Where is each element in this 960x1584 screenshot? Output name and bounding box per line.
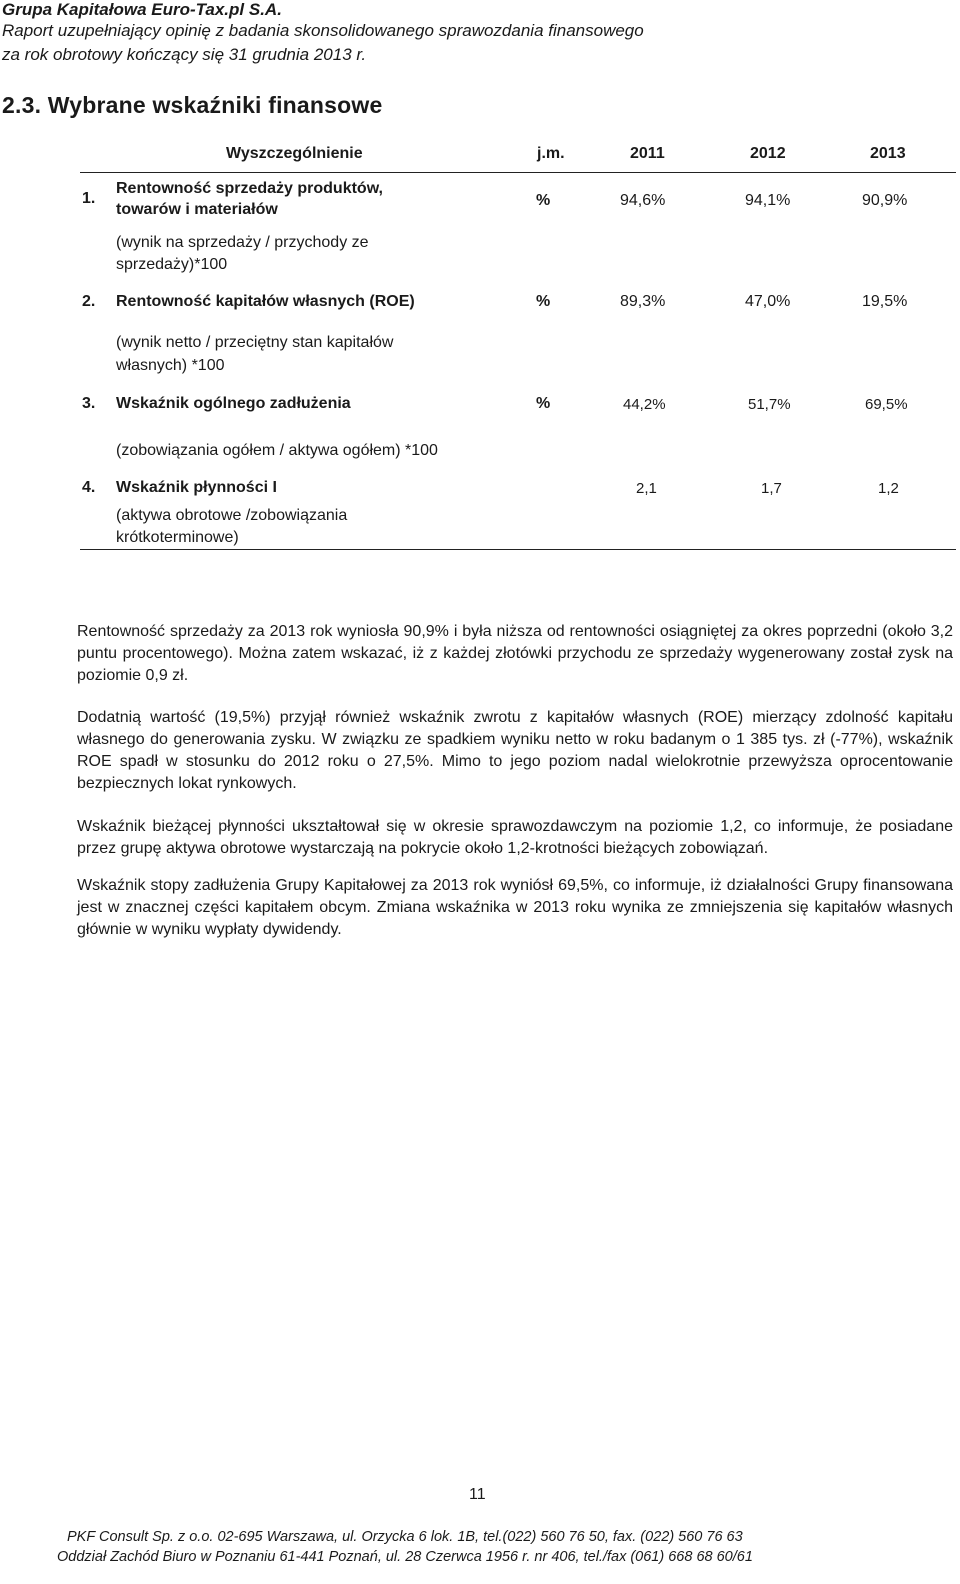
- company-name: Grupa Kapitałowa Euro-Tax.pl S.A.: [2, 0, 282, 19]
- ratio-unit: %: [536, 395, 551, 412]
- value-2011: 44,2%: [623, 396, 666, 413]
- table-bottom-rule: [80, 549, 956, 550]
- value-2011: 94,6%: [620, 192, 666, 209]
- footer-line-2: Oddział Zachód Biuro w Poznaniu 61-441 Poznań, ul. 28 Czerwca 1956 r. nr 406, tel./fax (061) 668 68 60/61: [57, 1549, 753, 1565]
- section-title: 2.3. Wybrane wskaźniki finansowe: [2, 92, 383, 118]
- column-header-unit: j.m.: [537, 145, 565, 162]
- paragraph-liquidity: Wskaźnik bieżącej płynności ukształtował się w okresie sprawozdawczym na poziomie 1,2, co informuje, że posiadane przez grupę aktywa obrotowe wystarczają na pokrycie około 1,2-krotności bieżących zobowiązań.: [77, 818, 953, 857]
- ratio-name: Rentowność sprzedaży produktów,: [116, 180, 383, 197]
- value-2011: 89,3%: [620, 293, 666, 310]
- ratio-formula-cont: sprzedaży)*100: [116, 256, 228, 273]
- footer-line-1: PKF Consult Sp. z o.o. 02-695 Warszawa, ul. Orzycka 6 lok. 1B, tel.(022) 560 76 50, fax. (022) 560 76 63: [67, 1529, 743, 1545]
- ratio-formula: (aktywa obrotowe /zobowiązania: [116, 507, 348, 524]
- value-2013: 19,5%: [862, 293, 908, 310]
- value-2013: 69,5%: [865, 396, 908, 413]
- ratio-name: Rentowność kapitałów własnych (ROE): [116, 293, 415, 310]
- value-2012: 94,1%: [745, 192, 791, 209]
- report-title: Raport uzupełniający opinię z badania skonsolidowanego sprawozdania finansowego: [2, 21, 644, 40]
- ratio-unit: %: [536, 293, 551, 310]
- ratio-name: Wskaźnik ogólnego zadłużenia: [116, 395, 351, 412]
- ratio-formula: (wynik netto / przeciętny stan kapitałów: [116, 334, 394, 351]
- ratio-formula: (wynik na sprzedaży / przychody ze: [116, 234, 369, 251]
- value-2012: 1,7: [761, 480, 782, 497]
- ratio-name-cont: towarów i materiałów: [116, 201, 278, 218]
- paragraph-sales-profitability: Rentowność sprzedaży za 2013 rok wyniosła 90,9% i była niższa od rentowności osiągniętej za okres poprzedni (około 3,2 puntu procentowego). Można zatem wskazać, iż z każdej złotówki przychodu ze sprzedaży wygenerowany został zysk na poziomie 0,9 zł.: [77, 623, 953, 684]
- value-2012: 51,7%: [748, 396, 791, 413]
- column-header-2012: 2012: [750, 145, 786, 162]
- ratio-formula-cont: własnych) *100: [116, 357, 225, 374]
- column-header-2013: 2013: [870, 145, 906, 162]
- row-number: 3.: [82, 395, 96, 412]
- value-2013: 90,9%: [862, 192, 908, 209]
- row-number: 2.: [82, 293, 96, 310]
- ratio-formula-cont: krótkoterminowe): [116, 529, 239, 546]
- page-number: 11: [469, 1486, 486, 1503]
- column-header-2011: 2011: [630, 145, 665, 162]
- ratio-name: Wskaźnik płynności I: [116, 479, 277, 496]
- ratio-formula: (zobowiązania ogółem / aktywa ogółem) *100: [116, 442, 438, 459]
- value-2012: 47,0%: [745, 293, 791, 310]
- report-period: za rok obrotowy kończący się 31 grudnia 2013 r.: [2, 45, 367, 64]
- value-2011: 2,1: [636, 480, 657, 497]
- column-header-description: Wyszczególnienie: [226, 145, 363, 162]
- ratio-unit: %: [536, 192, 551, 209]
- paragraph-roe: Dodatnią wartość (19,5%) przyjął również wskaźnik zwrotu z kapitałów własnych (ROE) mierzący zdolność kapitału własnego do generowania zysku. W związku ze spadkiem wyniku netto w roku badanym o 1 385 tys. zł (-77%), wskaźnik ROE spadł w stosunku do 2012 roku o 27,5%. Mimo to jego poziom nadal wielokrotnie przewyższa oprocentowanie bezpiecznych lokat rynkowych.: [77, 709, 953, 792]
- paragraph-debt: Wskaźnik stopy zadłużenia Grupy Kapitałowej za 2013 rok wyniósł 69,5%, co informuje, iż działalności Grupy finansowana jest w znacznej części kapitałem obcym. Zmiana wskaźnika w 2013 roku wynika ze zmniejszenia się kapitałów własnych głównie w wyniku wypłaty dywidendy.: [77, 877, 953, 938]
- row-number: 1.: [82, 190, 96, 207]
- table-header-rule: [80, 172, 956, 173]
- value-2013: 1,2: [878, 480, 899, 497]
- row-number: 4.: [82, 479, 96, 496]
